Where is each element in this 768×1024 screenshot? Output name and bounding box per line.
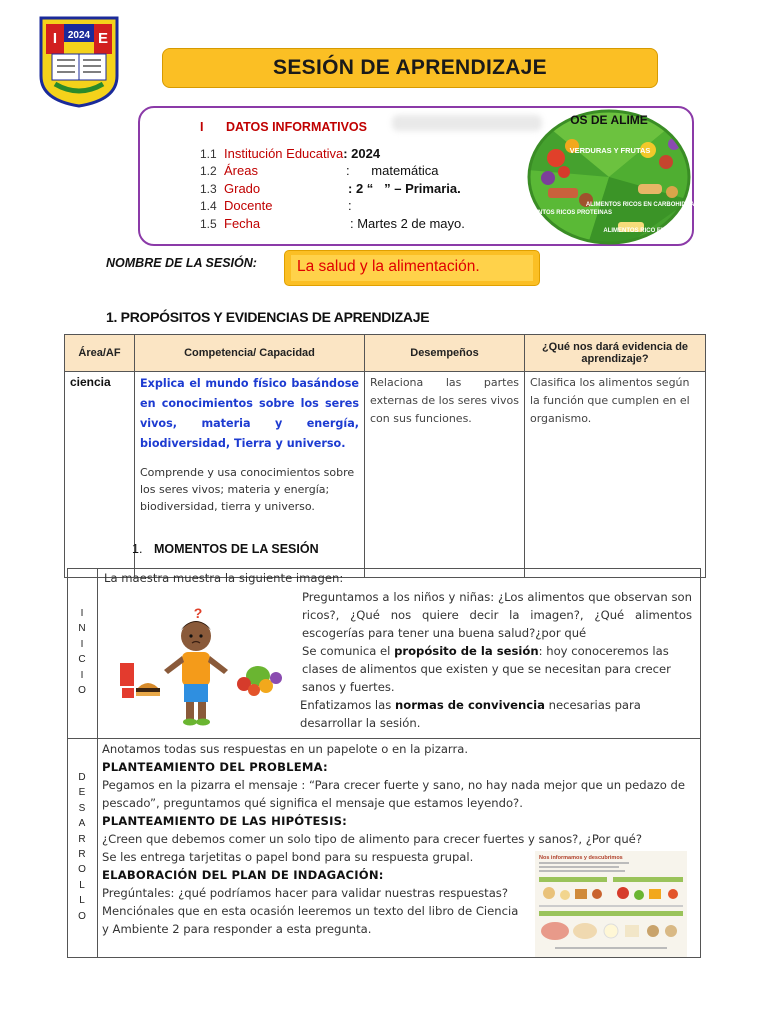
label-letter: L <box>79 879 85 891</box>
question-mark: ? <box>193 605 203 621</box>
desarrollo-line: ¿Creen que debemos comer un solo tipo de alimento para crecer fuertes y sanos?, ¿Por qué? <box>102 832 642 846</box>
label-letter: A <box>78 818 86 830</box>
desarrollo-vertical-label <box>67 770 97 924</box>
inicio-normas <box>300 696 692 732</box>
desarrollo-line: Pegamos en la pizarra el mensaje : “Para crecer fuerte y sano, no hay nada mejor que un pedazo de pescado”, preguntamos qué significa el mensaje que estamos leyendo?. <box>102 778 686 810</box>
session-title-banner <box>162 48 658 88</box>
text-run: Se comunica el <box>302 644 395 658</box>
table-header-cell: ¿Qué nos dará evidencia de aprendizaje? <box>525 335 706 372</box>
table-header-row <box>65 335 706 372</box>
inicio-proposito <box>302 642 692 696</box>
label-letter: L <box>79 895 85 907</box>
text-run-bold: propósito de la sesión <box>394 644 539 658</box>
session-name-value: La salud y la alimentación. <box>291 255 533 281</box>
label-letter: I <box>80 638 84 650</box>
section-number: 1. <box>132 542 143 556</box>
datos-row-key: Fecha <box>224 216 261 231</box>
label-letter: R <box>78 849 86 861</box>
section-heading-momentos <box>132 542 319 556</box>
datos-row-number: 1.3 <box>200 182 217 196</box>
area-cell: ciencia <box>65 372 135 578</box>
desarrollo-heading-problema: PLANTEAMIENTO DEL PROBLEMA: <box>102 760 328 774</box>
food-label-proteinas: INENTOS RICOS PROTEINAS <box>528 210 612 216</box>
food-image-title: OS DE ALIME <box>570 113 648 127</box>
desarrollo-line: Anotamos todas sus respuestas en un papelote o en la pizarra. <box>102 742 469 756</box>
label-letter: C <box>78 654 86 666</box>
table-header-cell: Área/AF <box>65 335 135 372</box>
text-run: Enfatizamos las <box>300 698 395 712</box>
food-groups-image <box>528 110 707 244</box>
text-run-bold: normas de convivencia <box>394 698 545 712</box>
session-name-label: NOMBRE DE LA SESIÓN: <box>106 256 257 270</box>
desarrollo-line: Se les entrega tarjetitas o papel bond para su respuesta grupal. <box>102 850 474 864</box>
label-letter: O <box>78 685 86 697</box>
session-name-box <box>284 250 540 286</box>
page-title: SESIÓN DE APRENDIZAJE <box>273 56 547 79</box>
inicio-intro: La maestra muestra la siguiente imagen: <box>104 571 344 585</box>
datos-row-value: : <box>348 198 352 213</box>
datos-row-institucion <box>200 146 380 161</box>
desarrollo-heading-hipotesis: PLANTEAMIENTO DE LAS HIPÓTESIS: <box>102 814 348 828</box>
label-letter: S <box>78 802 86 814</box>
datos-row-key: Grado <box>224 181 261 196</box>
datos-row-grado <box>200 181 461 196</box>
datos-row-docente <box>200 198 352 213</box>
textbook-page-image <box>535 851 687 957</box>
datos-row-value: : Martes 2 de mayo. <box>350 216 465 231</box>
child-food-illustration <box>106 596 294 732</box>
text-run: necesarias para desarrollar la sesión. <box>300 698 641 730</box>
competencia-text: Explica el mundo físico basándose en conocimientos sobre los seres vivos, materia y energía, biodiversidad, Tierra y universo. <box>140 377 359 450</box>
datos-row-key: Institución Educativa <box>224 146 344 161</box>
label-letter: N <box>78 623 86 635</box>
datos-row-value: : 2024 <box>343 146 381 161</box>
label-letter: O <box>78 910 86 922</box>
desarrollo-line: Pregúntales: ¿qué podríamos hacer para validar nuestras respuestas? <box>102 886 508 900</box>
logo-letter-left: I <box>52 30 58 47</box>
label-letter: O <box>78 864 86 876</box>
section-heading-propositos: 1. PROPÓSITOS Y EVIDENCIAS DE APRENDIZAJE <box>106 309 430 325</box>
evidencia-cell: Clasifica los alimentos según la función que cumplen en el organismo. <box>525 372 706 578</box>
redacted-text <box>392 115 542 131</box>
datos-row-number: 1.4 <box>200 199 217 213</box>
inicio-preguntas: Preguntamos a los niños y niñas: ¿Los alimentos que observan son ricos?, ¿Qué nos quiere decir la imagen?, ¿Qué alimentos escogerías para tener una buena salud?¿por qué <box>302 590 692 640</box>
school-logo <box>37 16 121 108</box>
text-run: : hoy conoceremos las clases de alimentos que existen y que se necesitan para crecer sanos y fuertes. <box>302 644 671 694</box>
desempeno-cell: Relaciona las partes externas de los seres vivos con sus funciones. <box>365 372 525 578</box>
datos-row-key: Docente <box>224 198 273 213</box>
datos-row-key: Áreas <box>224 163 258 178</box>
label-letter: E <box>78 787 86 799</box>
capacidad-text: Comprende y usa conocimientos sobre los seres vivos; materia y energía; biodiversidad, tierra y universo. <box>140 466 355 513</box>
datos-row-value: : 2 “ ” – Primaria. <box>348 181 461 196</box>
datos-heading-number: I <box>200 120 204 134</box>
datos-row-areas <box>200 163 438 178</box>
section-title: MOMENTOS DE LA SESIÓN <box>154 542 319 556</box>
table-header-cell: Desempeños <box>365 335 525 372</box>
book-title: Nos informamos y descubrimos <box>539 855 623 861</box>
label-letter: I <box>80 608 84 619</box>
datos-row-value: : matemática <box>346 163 439 178</box>
desarrollo-heading-indagacion: ELABORACIÓN DEL PLAN DE INDAGACIÓN: <box>102 868 384 882</box>
datos-row-number: 1.5 <box>200 217 217 231</box>
food-label-grasa: ALIMENTOS RICO EN GRASA <box>603 228 689 234</box>
logo-year: 2024 <box>67 30 91 41</box>
logo-letter-right: E <box>97 30 109 47</box>
table-divider-vertical <box>97 568 98 958</box>
label-letter: I <box>80 669 84 681</box>
table-divider-horizontal <box>67 738 701 739</box>
food-label-verduras: VERDURAS Y FRUTAS <box>569 146 651 155</box>
label-letter: R <box>78 833 86 845</box>
desarrollo-line: Menciónales que en esta ocasión leeremos un texto del libro de Ciencia y Ambiente 2 para responder a esta pregunta. <box>102 904 519 936</box>
inicio-vertical-label <box>67 606 97 698</box>
table-header-cell: Competencia/ Capacidad <box>135 335 365 372</box>
food-label-carbohidratos: ALIMENTOS RICOS EN CARBOHIDRATOS <box>585 202 707 208</box>
datos-row-fecha <box>200 216 465 231</box>
label-letter: D <box>78 772 86 783</box>
datos-row-number: 1.1 <box>200 147 217 161</box>
datos-heading <box>200 120 367 134</box>
datos-row-number: 1.2 <box>200 164 217 178</box>
datos-heading-text: DATOS INFORMATIVOS <box>226 120 367 134</box>
